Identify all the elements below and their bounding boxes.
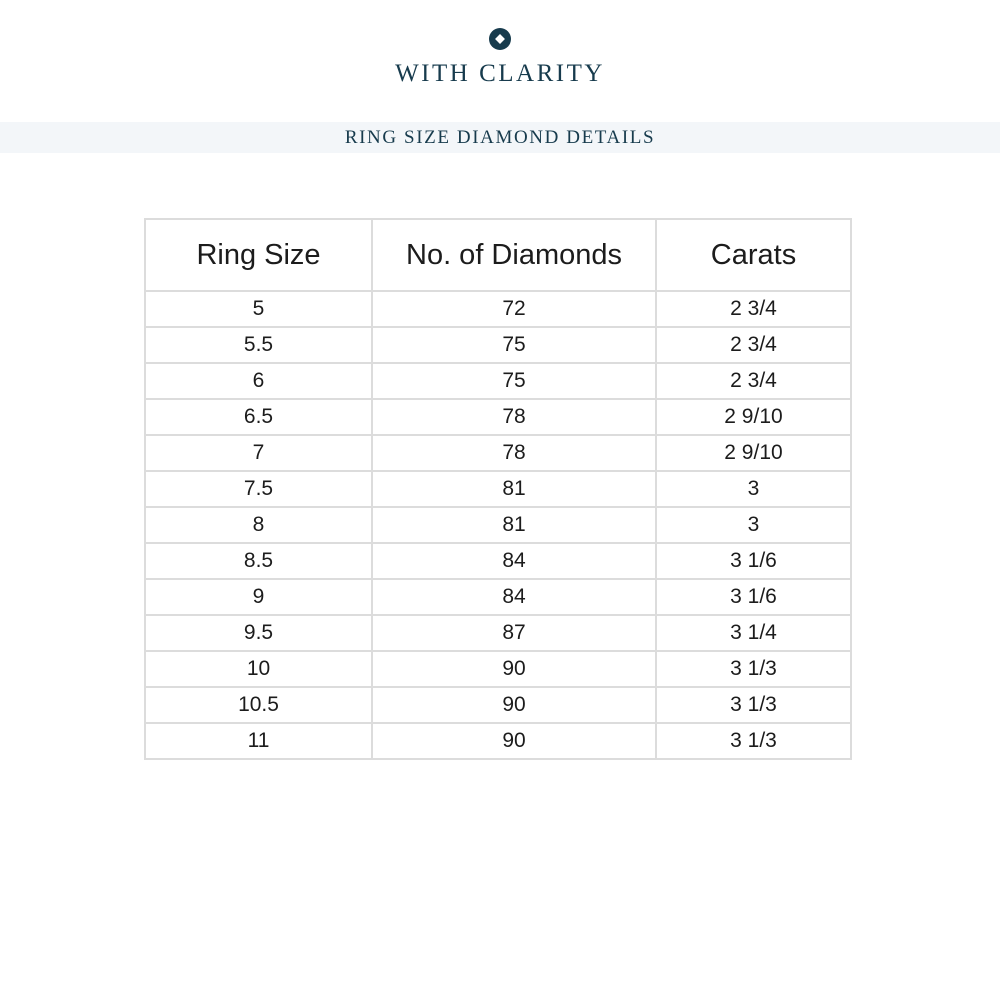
cell-ring-size: 10.5 (145, 687, 372, 723)
cell-diamond-count: 90 (372, 651, 656, 687)
table-row (145, 687, 851, 723)
cell-diamond-count: 84 (372, 579, 656, 615)
cell-diamond-count: 81 (372, 471, 656, 507)
cell-ring-size: 6 (145, 363, 372, 399)
cell-carats: 3 1/6 (656, 579, 851, 615)
cell-diamond-count: 90 (372, 687, 656, 723)
cell-ring-size: 10 (145, 651, 372, 687)
cell-carats: 2 9/10 (656, 399, 851, 435)
cell-diamond-count: 90 (372, 723, 656, 759)
table-row (145, 507, 851, 543)
cell-carats: 3 (656, 507, 851, 543)
table-row (145, 291, 851, 327)
diamond-circle-icon (489, 28, 511, 50)
cell-ring-size: 7 (145, 435, 372, 471)
table-row (145, 579, 851, 615)
cell-ring-size: 9.5 (145, 615, 372, 651)
table-row (145, 651, 851, 687)
header-ring-size: Ring Size (145, 219, 372, 291)
table-body (145, 291, 851, 759)
cell-carats: 2 3/4 (656, 291, 851, 327)
table-row (145, 399, 851, 435)
cell-carats: 2 3/4 (656, 327, 851, 363)
cell-diamond-count: 75 (372, 363, 656, 399)
page-title: RING SIZE DIAMOND DETAILS (344, 127, 656, 148)
cell-carats: 3 1/3 (656, 687, 851, 723)
cell-ring-size: 9 (145, 579, 372, 615)
cell-diamond-count: 78 (372, 399, 656, 435)
table-row (145, 435, 851, 471)
brand-name: WITH CLARITY (395, 60, 605, 87)
table-row (145, 723, 851, 759)
cell-ring-size: 11 (145, 723, 372, 759)
cell-diamond-count: 81 (372, 507, 656, 543)
table-row (145, 543, 851, 579)
cell-diamond-count: 84 (372, 543, 656, 579)
cell-diamond-count: 75 (372, 327, 656, 363)
cell-ring-size: 7.5 (145, 471, 372, 507)
table-row (145, 471, 851, 507)
cell-carats: 3 (656, 471, 851, 507)
table-row (145, 363, 851, 399)
cell-ring-size: 8.5 (145, 543, 372, 579)
cell-diamond-count: 87 (372, 615, 656, 651)
cell-carats: 3 1/4 (656, 615, 851, 651)
cell-diamond-count: 78 (372, 435, 656, 471)
header-carats: Carats (656, 219, 851, 291)
cell-diamond-count: 72 (372, 291, 656, 327)
ring-size-table (144, 218, 852, 760)
cell-ring-size: 6.5 (145, 399, 372, 435)
cell-carats: 3 1/6 (656, 543, 851, 579)
cell-carats: 2 9/10 (656, 435, 851, 471)
cell-carats: 3 1/3 (656, 723, 851, 759)
table-row (145, 615, 851, 651)
title-band (0, 122, 1000, 153)
table-row (145, 327, 851, 363)
cell-ring-size: 5.5 (145, 327, 372, 363)
cell-carats: 3 1/3 (656, 651, 851, 687)
cell-ring-size: 5 (145, 291, 372, 327)
cell-ring-size: 8 (145, 507, 372, 543)
cell-carats: 2 3/4 (656, 363, 851, 399)
header-no-of-diamonds: No. of Diamonds (372, 219, 656, 291)
table-header-row (145, 219, 851, 291)
